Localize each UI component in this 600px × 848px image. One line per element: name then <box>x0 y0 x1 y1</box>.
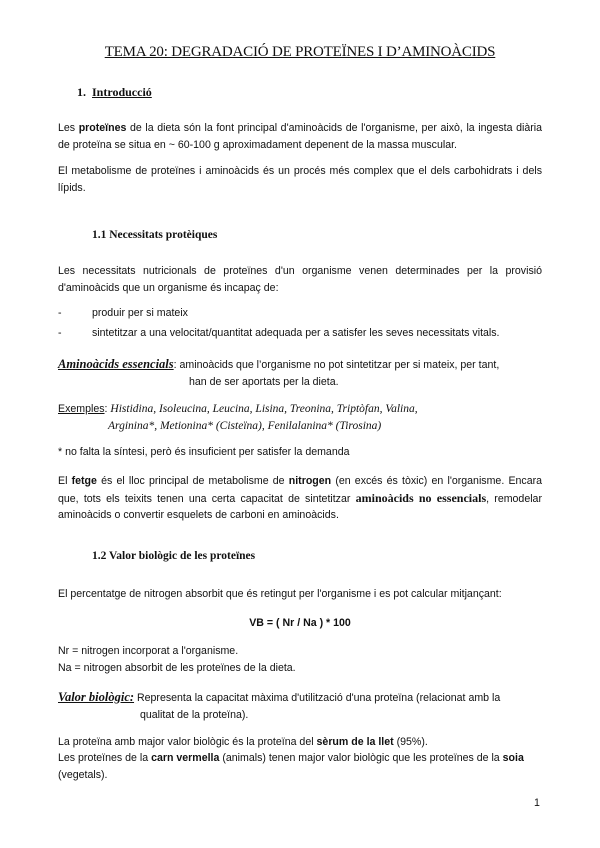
definition-nr: Nr = nitrogen incorporat a l'organisme. <box>58 645 239 657</box>
definition-valor-biologic: Valor biològic: Representa la capacitat màxima d'utilització d'una proteïna (relacionat amb la qualitat de la proteïna). <box>58 690 501 721</box>
list-item: - produir per si mateix <box>58 307 188 319</box>
examples: Exemples: Histidina, Isoleucina, Leucina, Lisina, Treonina, Triptòfan, Valina, Arginina*, Metionina* (Cisteïna), Fenilalanina* (Tirosina) <box>58 403 418 432</box>
paragraph-necessitats: Les necessitats nutricionals de proteïnes d'un organisme venen determinades per la provisió d'aminoàcids que un organisme és incapaç de: <box>58 265 542 294</box>
section-number: 1. <box>77 85 86 99</box>
paragraph-carn: Les proteïnes de la carn vermella (animals) tenen major valor biològic que les proteïnes de la soia (vegetals). <box>58 752 524 781</box>
list-item: - sintetitzar a una velocitat/quantitat adequada per a satisfer les seves necessitats vitals. <box>58 327 500 339</box>
page-number: 1 <box>534 797 540 809</box>
paragraph-serum: La proteïna amb major valor biològic és la proteïna del sèrum de la llet (95%). <box>58 736 428 748</box>
term: Aminoàcids essencials <box>58 357 174 371</box>
definition-na: Na = nitrogen absorbit de les proteïnes de la dieta. <box>58 662 296 674</box>
term: Valor biològic: <box>58 690 135 704</box>
definition-aminoacids-essencials: Aminoàcids essencials: aminoàcids que l’organisme no pot sintetitzar per si mateix, per tant, han de ser aportats per la dieta. <box>58 357 500 388</box>
subsection-heading-valor-biologic: 1.2 Valor biològic de les proteïnes <box>92 550 256 562</box>
document-title: TEMA 20: DEGRADACIÓ DE PROTEÏNES I D’AMINOÀCIDS <box>104 44 496 60</box>
section-heading-introduccio <box>77 85 152 100</box>
formula: VB = ( Nr / Na ) * 100 <box>249 617 351 629</box>
paragraph-metabolisme: El metabolisme de proteïnes i aminoàcids és un procés més complex que el dels carbohidrats i dels lípids. <box>58 165 542 194</box>
paragraph-fetge: El fetge és el lloc principal de metabolisme de nitrogen (en excés és tòxic) en l'organisme. Encara que, tots els teixits tenen una certa capacitat de sintetitzar aminoàcids no essencials, remodelar aminoàcids o convertir esquelets de carboni en aminoàcids. <box>58 475 543 521</box>
subsection-heading-necessitats: 1.1 Necessitats protèiques <box>92 229 218 241</box>
paragraph-percentatge: El percentatge de nitrogen absorbit que és retingut per l'organisme i es pot calcular mitjançant: <box>58 588 502 600</box>
examples-label: Exemples <box>58 403 105 415</box>
paragraph-proteines: Les proteïnes de la dieta són la font principal d'aminoàcids de l'organisme, per això, la ingesta diària de proteïna se situa en ~ 60-100 g aproximadament depenent de la massa muscular. <box>58 122 542 151</box>
section-label: Introducció <box>92 85 152 99</box>
footnote: * no falta la síntesi, però és insuficient per satisfer la demanda <box>58 446 350 458</box>
